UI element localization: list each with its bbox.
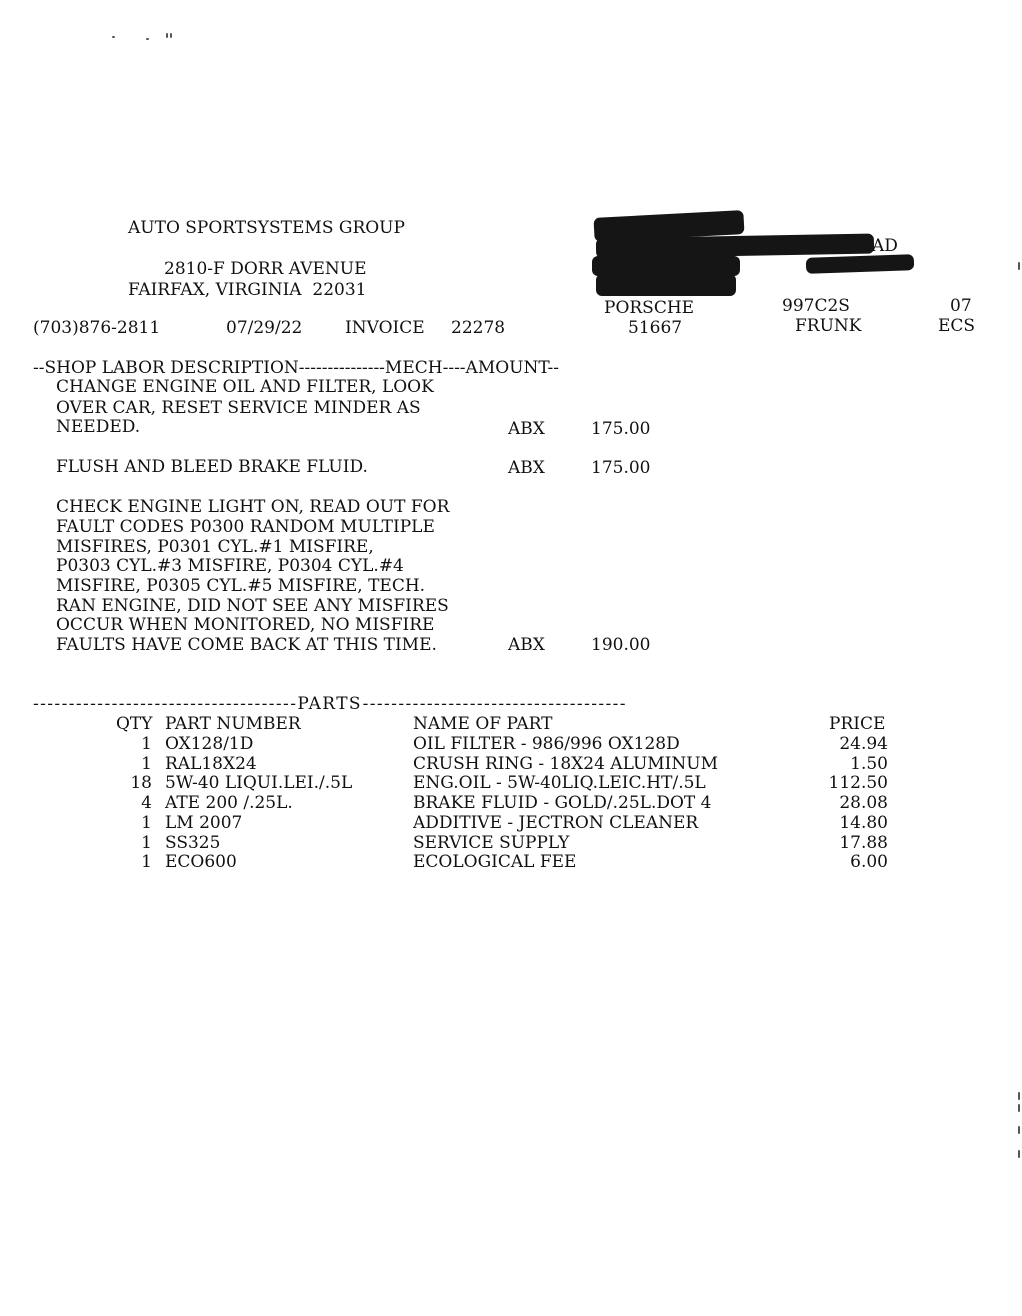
part-name: OIL FILTER - 986/996 OX128D [413,734,680,754]
part-qty: 1 [141,833,152,853]
labor-description-line: MISFIRE, P0305 CYL.#5 MISFIRE, TECH. [56,576,426,596]
labor-header: --SHOP LABOR DESCRIPTION---------------MECH----AMOUNT-- [33,358,560,378]
part-price: 24.94 [839,734,888,754]
scan-speck [166,33,168,38]
invoice-date: 07/29/22 [226,318,303,338]
part-number: OX128/1D [165,734,254,754]
scan-speck [1018,1150,1020,1158]
part-number: ATE 200 /.25L. [165,793,293,813]
vehicle-make: PORSCHE [604,298,695,318]
labor-mech: ABX [508,635,545,655]
part-price: 28.08 [839,793,888,813]
labor-description-line: FAULTS HAVE COME BACK AT THIS TIME. [56,635,437,655]
part-qty: 1 [141,754,152,774]
part-number: LM 2007 [165,813,243,833]
scan-speck [146,38,149,40]
parts-header: -------------------------------------PARTS------------------------------------- [33,694,627,714]
shop-phone: (703)876-2811 [33,318,161,338]
scan-speck [112,36,115,38]
redacted-fragment: AD [872,236,898,256]
invoice-label: INVOICE [345,318,425,338]
part-qty: 4 [141,793,152,813]
labor-amount: 175.00 [591,458,651,478]
vehicle-color: FRUNK [795,316,862,336]
part-name: ECOLOGICAL FEE [413,852,577,872]
scan-speck [1018,1126,1020,1134]
part-price: 17.88 [839,833,888,853]
part-name: SERVICE SUPPLY [413,833,570,853]
labor-mech: ABX [508,419,545,439]
col-qty: QTY [116,714,153,734]
part-name: ENG.OIL - 5W-40LIQ.LEIC.HT/.5L [413,773,706,793]
labor-description-line: CHANGE ENGINE OIL AND FILTER, LOOK [56,377,434,397]
part-number: ECO600 [165,852,237,872]
part-name: BRAKE FLUID - GOLD/.25L.DOT 4 [413,793,712,813]
scan-speck [1018,1092,1020,1100]
scan-speck [1018,262,1020,270]
labor-mech: ABX [508,458,545,478]
scan-speck [1018,1104,1020,1112]
labor-description-line: OVER CAR, RESET SERVICE MINDER AS [56,398,421,418]
part-qty: 1 [141,734,152,754]
shop-name: AUTO SPORTSYSTEMS GROUP [128,218,405,238]
vehicle-year: 07 [950,296,972,316]
part-price: 6.00 [850,852,888,872]
vehicle-code: ECS [938,316,976,336]
part-qty: 1 [141,852,152,872]
labor-description-line: MISFIRES, P0301 CYL.#1 MISFIRE, [56,537,374,557]
labor-amount: 190.00 [591,635,651,655]
part-price: 1.50 [850,754,888,774]
part-qty: 1 [141,813,152,833]
part-price: 14.80 [839,813,888,833]
labor-description-line: CHECK ENGINE LIGHT ON, READ OUT FOR [56,497,450,517]
vehicle-model: 997C2S [782,296,850,316]
part-name: CRUSH RING - 18X24 ALUMINUM [413,754,718,774]
labor-description-line: NEEDED. [56,417,141,437]
labor-description-line: FLUSH AND BLEED BRAKE FLUID. [56,457,368,477]
part-price: 112.50 [828,773,888,793]
shop-address-line1: 2810-F DORR AVENUE [164,259,367,279]
part-number: 5W-40 LIQUI.LEI./.5L [165,773,353,793]
part-name: ADDITIVE - JECTRON CLEANER [413,813,699,833]
vehicle-mileage: 51667 [628,318,683,338]
col-part-number: PART NUMBER [165,714,301,734]
labor-amount: 175.00 [591,419,651,439]
part-number: RAL18X24 [165,754,257,774]
scan-speck [170,33,172,38]
col-price: PRICE [829,714,886,734]
labor-description-line: FAULT CODES P0300 RANDOM MULTIPLE [56,517,435,537]
part-qty: 18 [130,773,152,793]
labor-description-line: OCCUR WHEN MONITORED, NO MISFIRE [56,615,435,635]
labor-description-line: RAN ENGINE, DID NOT SEE ANY MISFIRES [56,596,449,616]
labor-description-line: P0303 CYL.#3 MISFIRE, P0304 CYL.#4 [56,556,404,576]
col-name-of-part: NAME OF PART [413,714,553,734]
shop-address-line2: FAIRFAX, VIRGINIA 22031 [128,280,367,300]
invoice-number: 22278 [451,318,506,338]
part-number: SS325 [165,833,221,853]
